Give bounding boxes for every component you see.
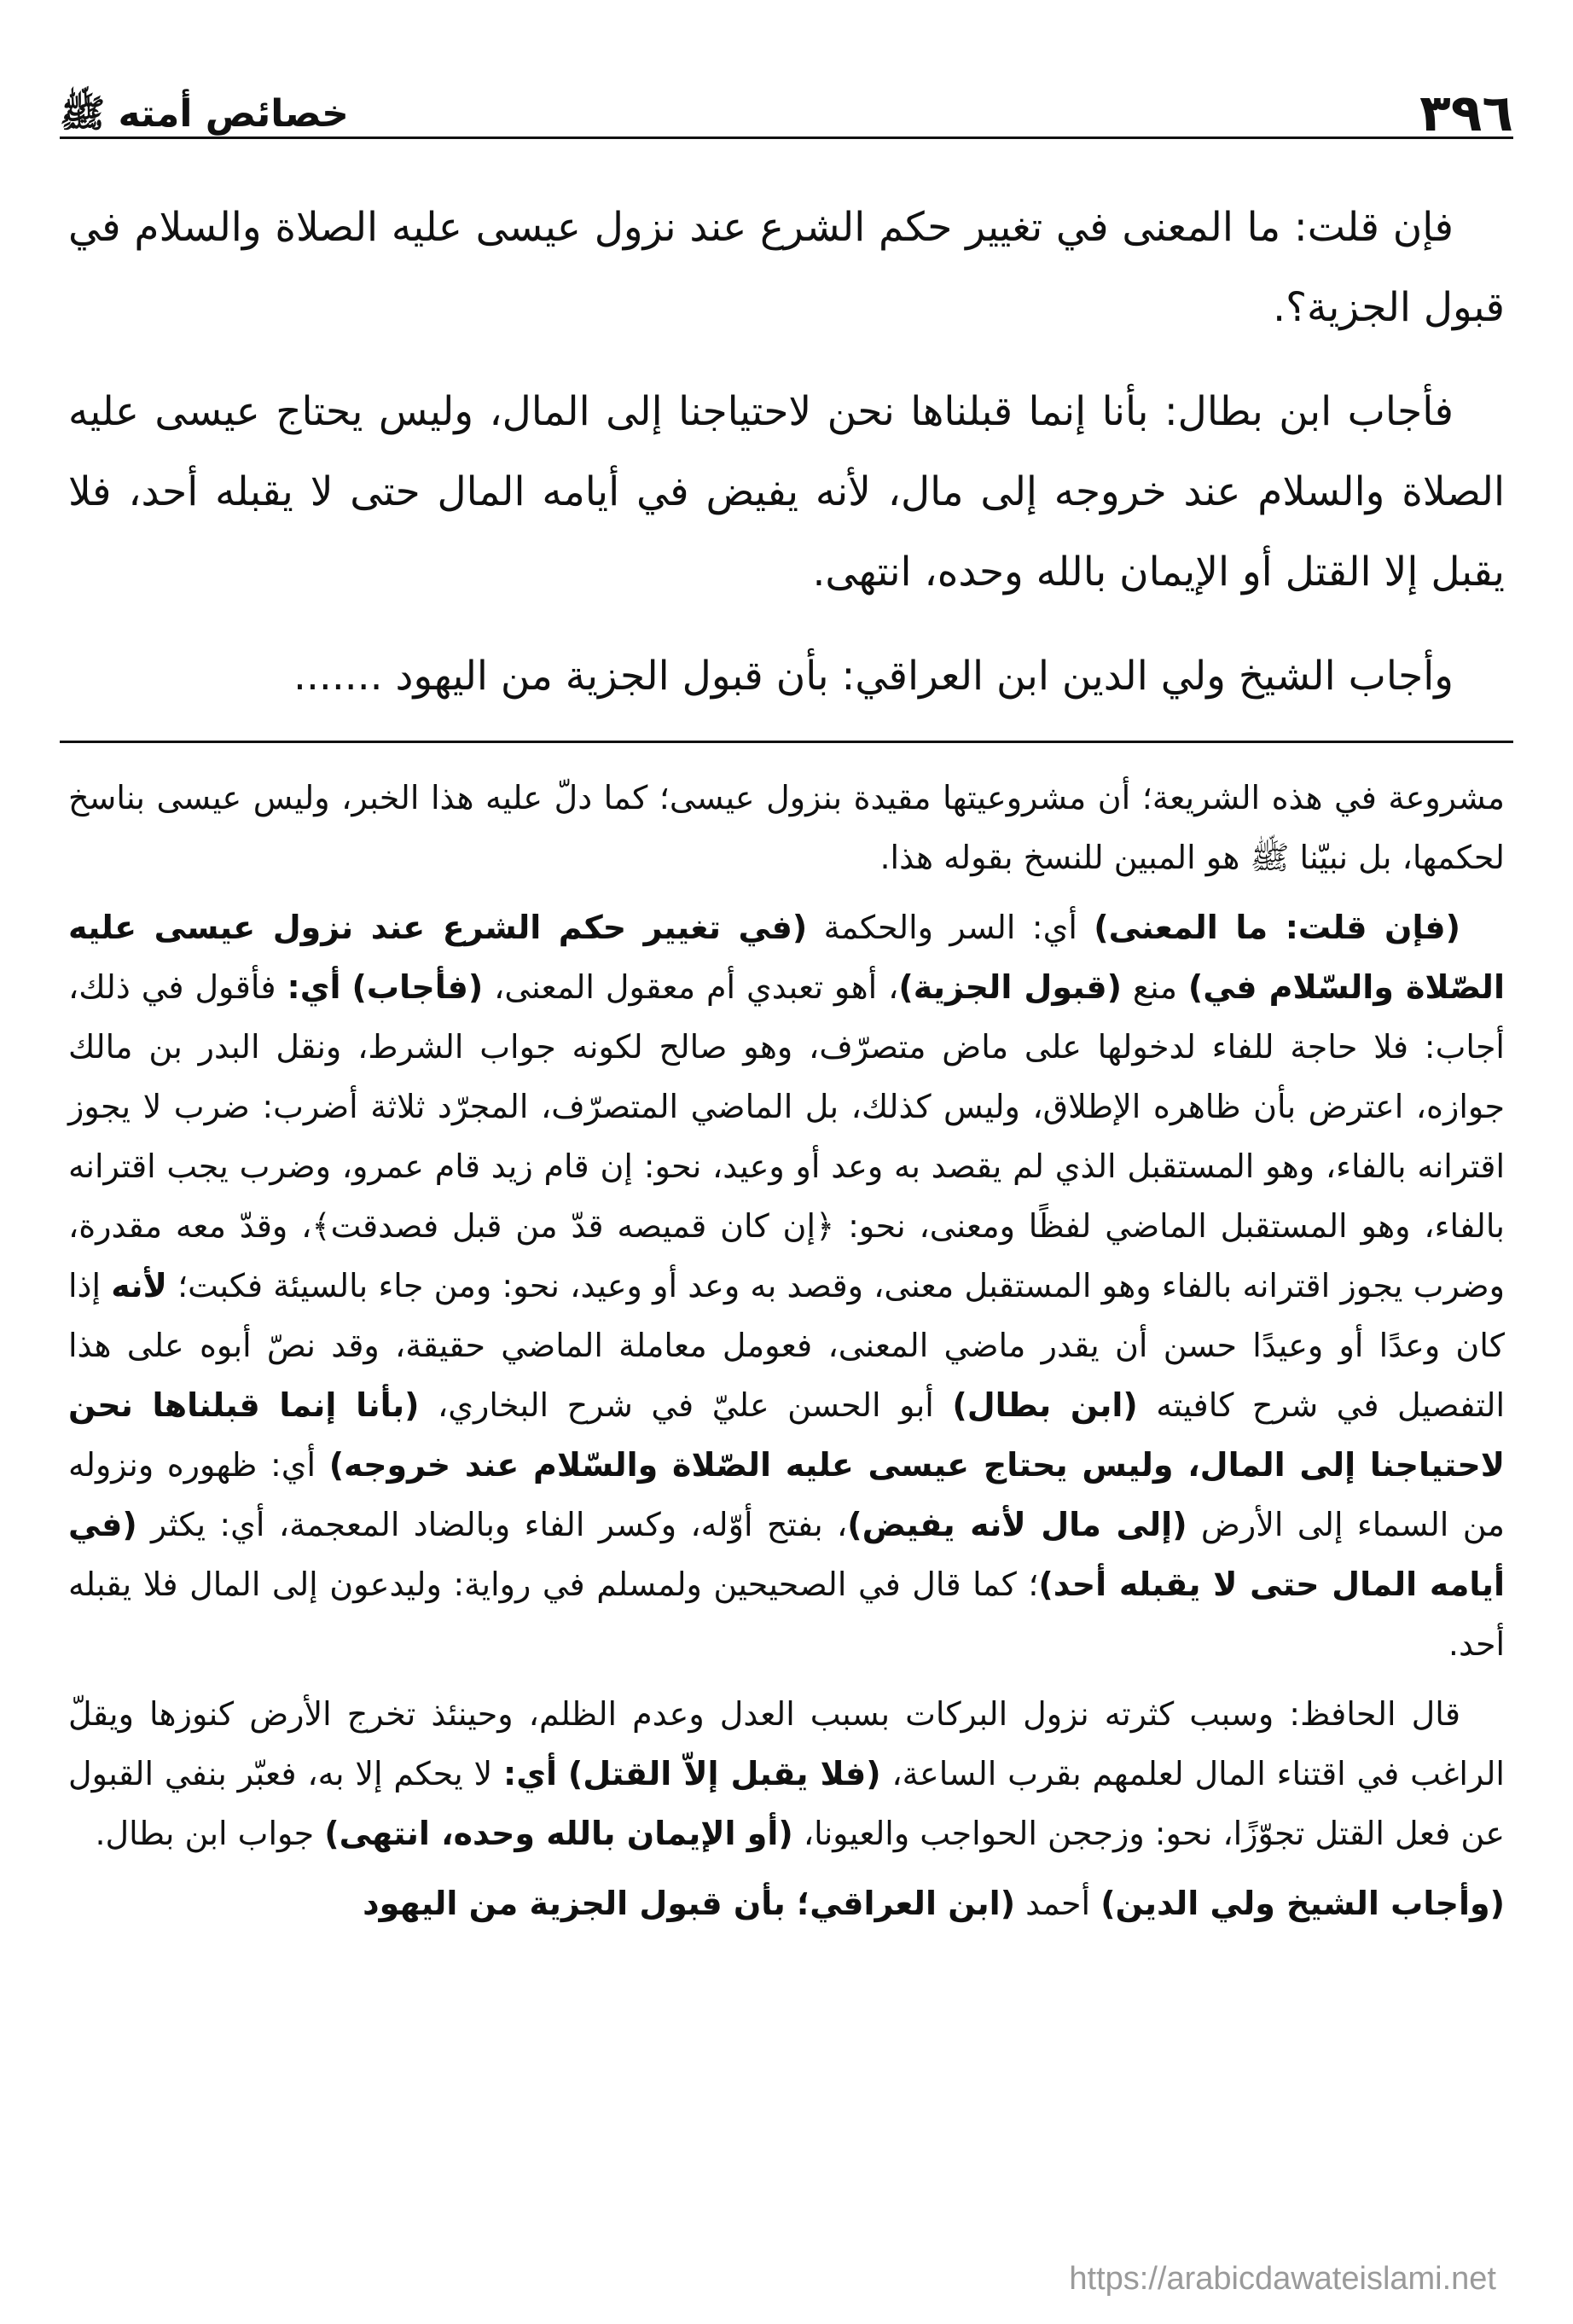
text-separator-rule xyxy=(60,741,1513,743)
quoted-text: أي: xyxy=(287,968,341,1006)
quoted-text: (في تغيير حكم الشرع عند نزول عيسى عليه الصّلاة والسّلام في) xyxy=(68,909,1505,1006)
commentary-text: ، بفتح أوّله، وكسر الفاء وبالضاد المعجمة، أي: يكثر xyxy=(136,1506,848,1543)
main-paragraph: فأجاب ابن بطال: بأنا إنما قبلناها نحن لاحتياجنا إلى المال، وليس يحتاج عيسى عليه الصلاة والسلام عند خروجه إلى مال، لأنه يفيض في أيامه المال حتى لا يقبله أحد، فلا يقبل إلا القتل أو الإيمان بالله وحده، انتهى. xyxy=(68,388,1505,596)
commentary-text: إذا كان وعدًا أو وعيدًا حسن أن يقدر ماضي المعنى، فعومل معاملة الماضي حقيقة، وقد نصّ أبوه على هذا التفصيل في شرح كافيته xyxy=(68,1267,1506,1424)
watermark-url: https://arabicdawateislami.net xyxy=(1069,2261,1496,2297)
commentary-text xyxy=(341,968,352,1006)
commentary-text: لا يحكم إلا به، فعبّر بنفي القبول عن فعل القتل تجوّزًا، نحو: وزججن الحواجب والعيونا، xyxy=(68,1755,1505,1852)
commentary-text: منع xyxy=(1121,968,1188,1006)
quoted-text: (فلا يقبل إلاّ القتل) xyxy=(567,1755,881,1792)
commentary-text: أبو الحسن عليّ في شرح البخاري، xyxy=(419,1386,953,1424)
running-title: خصائص أمته ﷺ xyxy=(60,92,349,136)
commentary-text: قال الحافظ: وسبب كثرته نزول البركات بسبب العدل وعدم الظلم، وحينئذ تخرج الأرض كنوزها ويقلّ الراغب في اقتناء المال لعلمهم بقرب الساعة، xyxy=(68,1695,1505,1792)
header-rule xyxy=(60,137,1513,139)
page-number: ٣٩٦ xyxy=(1419,84,1513,143)
main-paragraph: فإن قلت: ما المعنى في تغيير حكم الشرع عند نزول عيسى عليه الصلاة والسلام في قبول الجزية؟. xyxy=(68,204,1505,331)
commentary-text: أحمد xyxy=(1015,1885,1101,1922)
quoted-text: (إلى مال لأنه يفيض) xyxy=(847,1506,1187,1543)
quoted-text: (وأجاب الشيخ ولي الدين) xyxy=(1100,1885,1505,1922)
quoted-text: لأنه xyxy=(111,1267,167,1304)
quoted-text: (أو الإيمان بالله وحده، انتهى) xyxy=(324,1815,793,1852)
commentary-text: فأقول في ذلك، أجاب: فلا حاجة للفاء لدخولها على ماض متصرّف، وهو صالح لكونه جواب الشرط، ونقل البدر بن مالك جوازه، اعترض بأن ظاهره الإطلاق، وليس كذلك، بل الماضي المتصرّف، المجرّد ثلاثة أضرب: ضرب لا يجوز اقترانه بالفاء، وهو المستقبل الذي لم يقصد به وعد أو وعيد، نحو: إن قام زيد قام عمرو، وضرب يجب اقترانه بالفاء، وهو المستقبل الماضي لفظًا ومعنى، نحو: ﴿إن كان قميصه قدّ من قبل فصدقت﴾، وقدّ معه مقدرة، وضرب يجوز اقترانه بالفاء وهو المستقبل معنى، وقصد به وعد أو وعيد، نحو: ومن جاء بالسيئة فكبت؛ xyxy=(68,968,1505,1304)
commentary-paragraph: مشروعة في هذه الشريعة؛ أن مشروعيتها مقيدة بنزول عيسى؛ كما دلّ عليه هذا الخبر، وليس عيسى بناسخ لحكمها، بل نبيّنا ﷺ هو المبين للنسخ بقوله هذا. xyxy=(68,779,1505,876)
quoted-text: (بأنا إنما قبلناها نحن لاحتياجنا إلى المال، وليس يحتاج عيسى عليه الصّلاة والسّلام عند خروجه) xyxy=(68,1386,1506,1484)
quoted-text: (فإن قلت: ما المعنى) xyxy=(1094,909,1460,946)
commentary-text: ؛ كما قال في الصحيحين ولمسلم في رواية: وليدعون إلى المال فلا يقبله أحد. xyxy=(68,1566,1505,1663)
page-header xyxy=(60,51,1513,143)
commentary-text: أي: السر والحكمة xyxy=(807,909,1094,946)
commentary-text: أي: ظهوره ونزوله من السماء إلى الأرض xyxy=(68,1446,1505,1543)
commentary-paragraph xyxy=(68,1874,1505,1933)
quoted-text: (في أيامه المال حتى لا يقبله أحد) xyxy=(68,1506,1505,1603)
quoted-text: أي: xyxy=(503,1755,558,1792)
quoted-text: (ابن بطال) xyxy=(952,1386,1138,1424)
commentary xyxy=(68,768,1505,1943)
commentary-paragraph xyxy=(68,898,1505,1674)
main-paragraph: وأجاب الشيخ ولي الدين ابن العراقي: بأن قبول الجزية من اليهود ....... xyxy=(293,653,1454,700)
commentary-text: جواب ابن بطال. xyxy=(95,1815,325,1852)
commentary-text xyxy=(557,1755,568,1792)
quoted-text: (فأجاب) xyxy=(351,968,484,1006)
main-text xyxy=(68,188,1505,741)
quoted-text: (ابن العراقي؛ بأن قبول الجزية من اليهود xyxy=(363,1885,1016,1922)
quoted-text: (قبول الجزية) xyxy=(898,968,1122,1006)
commentary-text: ، أهو تعبدي أم معقول المعنى، xyxy=(483,968,899,1006)
commentary-paragraph xyxy=(68,1684,1505,1863)
